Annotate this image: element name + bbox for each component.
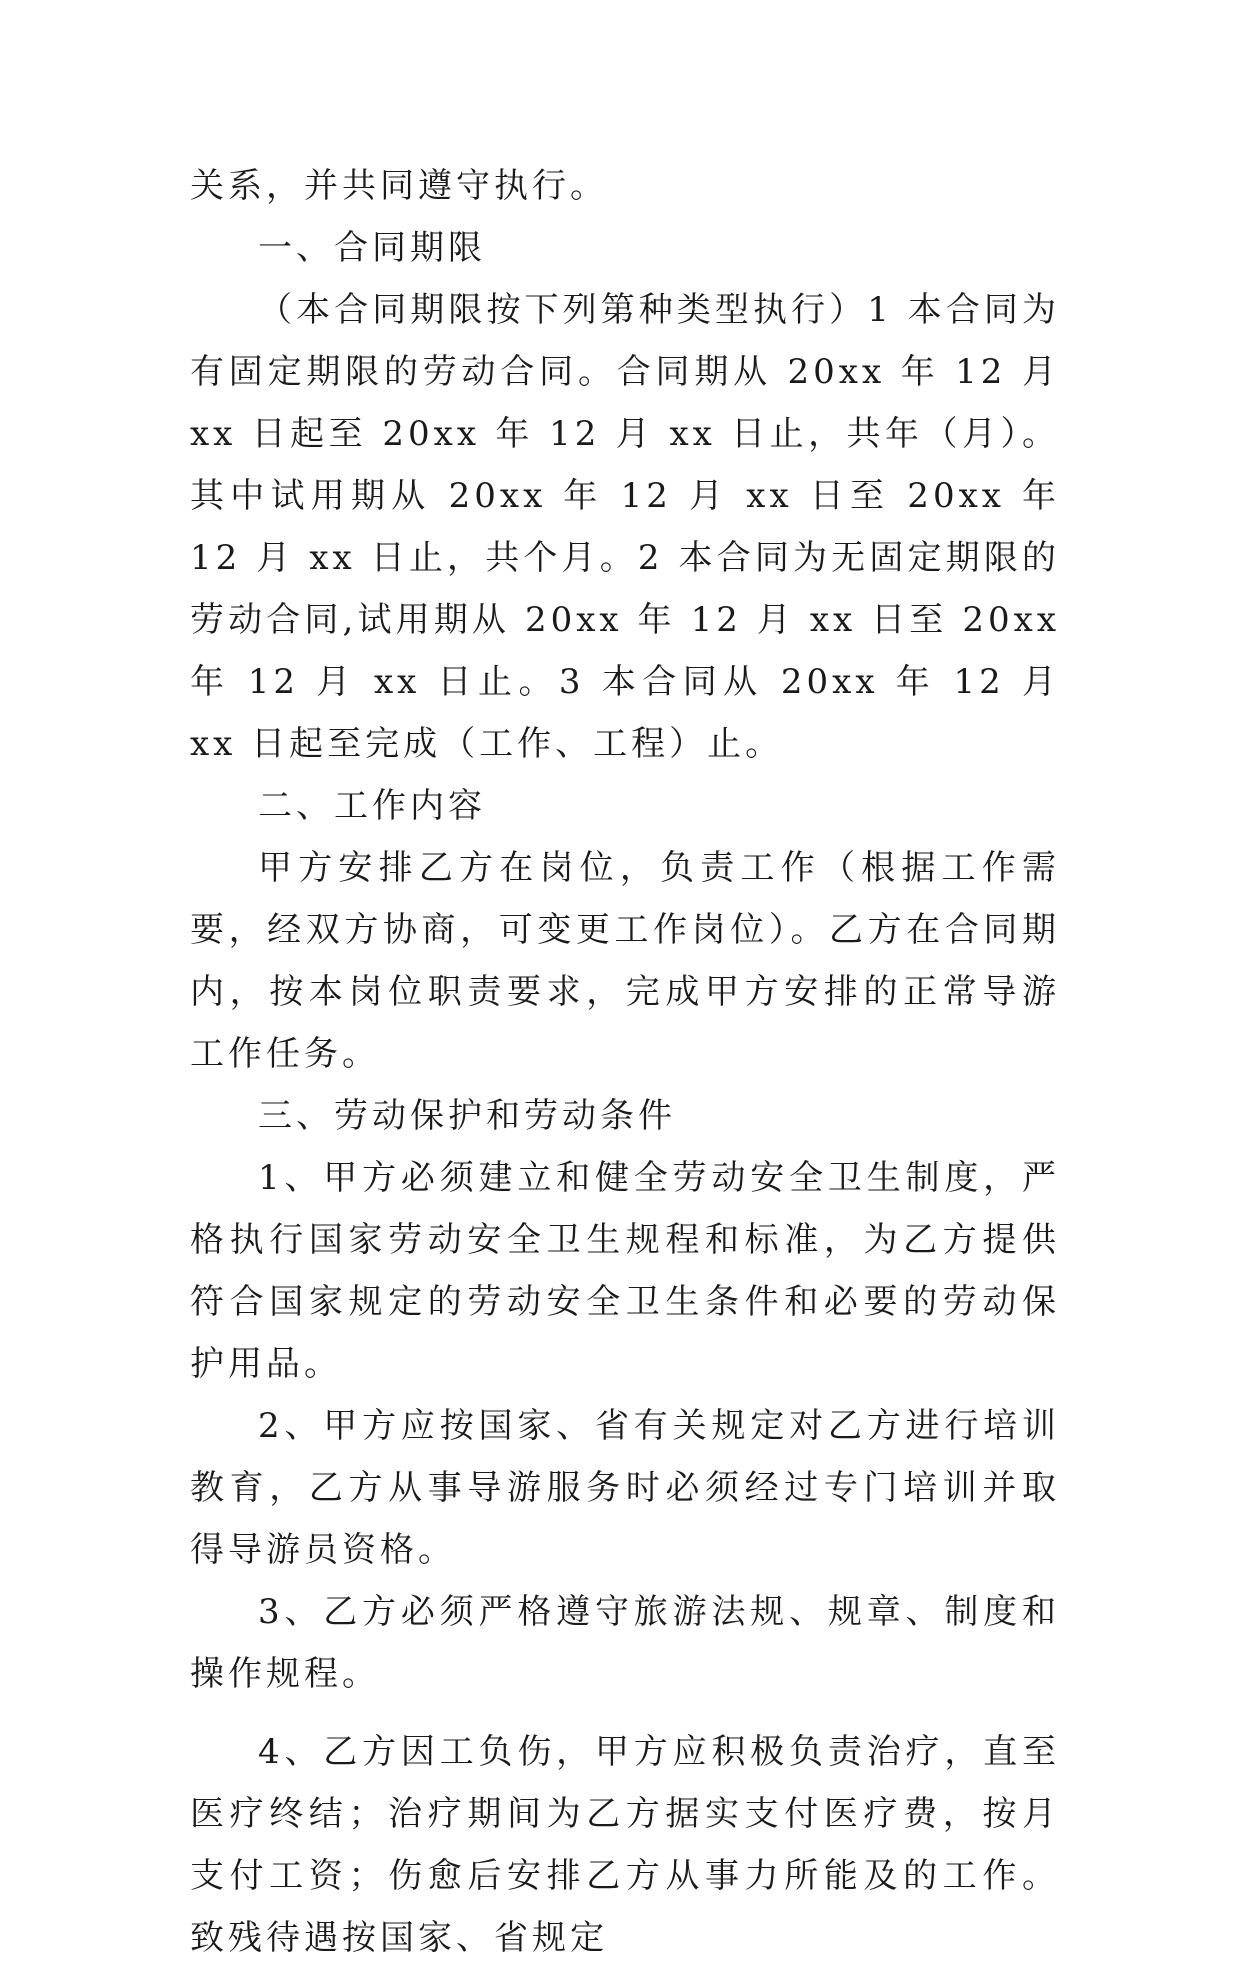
section-heading-term: 一、合同期限 [258,228,486,268]
paragraph-clause-3: 3、乙方必须严格遵守旅游法规、规章、制度和操作规程。 [190,1592,1060,1694]
paragraph-clause-4: 4、乙方因工负伤，甲方应积极负责治疗，直至医疗终结；治疗期间为乙方据实支付医疗费，按月支付工资；伤愈后安排乙方从事力所能及的工作。致残待遇按国家、省规定 [190,1732,1060,1958]
section-heading-labor-protection: 三、劳动保护和劳动条件 [258,1096,676,1136]
paragraph-work-content: 甲方安排乙方在岗位，负责工作（根据工作需要，经双方协商，可变更工作岗位）。乙方在合同期内，按本岗位职责要求，完成甲方安排的正常导游工作任务。 [190,848,1060,1074]
paragraph-clause-1: 1、甲方必须建立和健全劳动安全卫生制度，严格执行国家劳动安全卫生规程和标准，为乙方提供符合国家规定的劳动安全卫生条件和必要的劳动保护用品。 [190,1158,1060,1384]
section-heading-work-content: 二、工作内容 [258,786,486,826]
paragraph-continuation: 关系，并共同遵守执行。 [190,166,608,206]
document-body [190,155,1060,1969]
paragraph-clause-2: 2、甲方应按国家、省有关规定对乙方进行培训教育，乙方从事导游服务时必须经过专门培训并取得导游员资格。 [190,1406,1060,1570]
paragraph-term-details: （本合同期限按下列第种类型执行）1 本合同为有固定期限的劳动合同。合同期从 20xx 年 12 月 xx 日起至 20xx 年 12 月 xx 日止，共年（月）。其中试用期从 20xx 年 12 月 xx 日至 20xx 年 12 月 xx 日止，共个月。2 本合同为无固定期限的劳动合同,试用期从 20xx 年 12 月 xx 日至 20xx 年 12 月 xx 日止。3 本合同从 20xx 年 12 月 xx 日起至完成（工作、工程）止。 [190,290,1060,764]
